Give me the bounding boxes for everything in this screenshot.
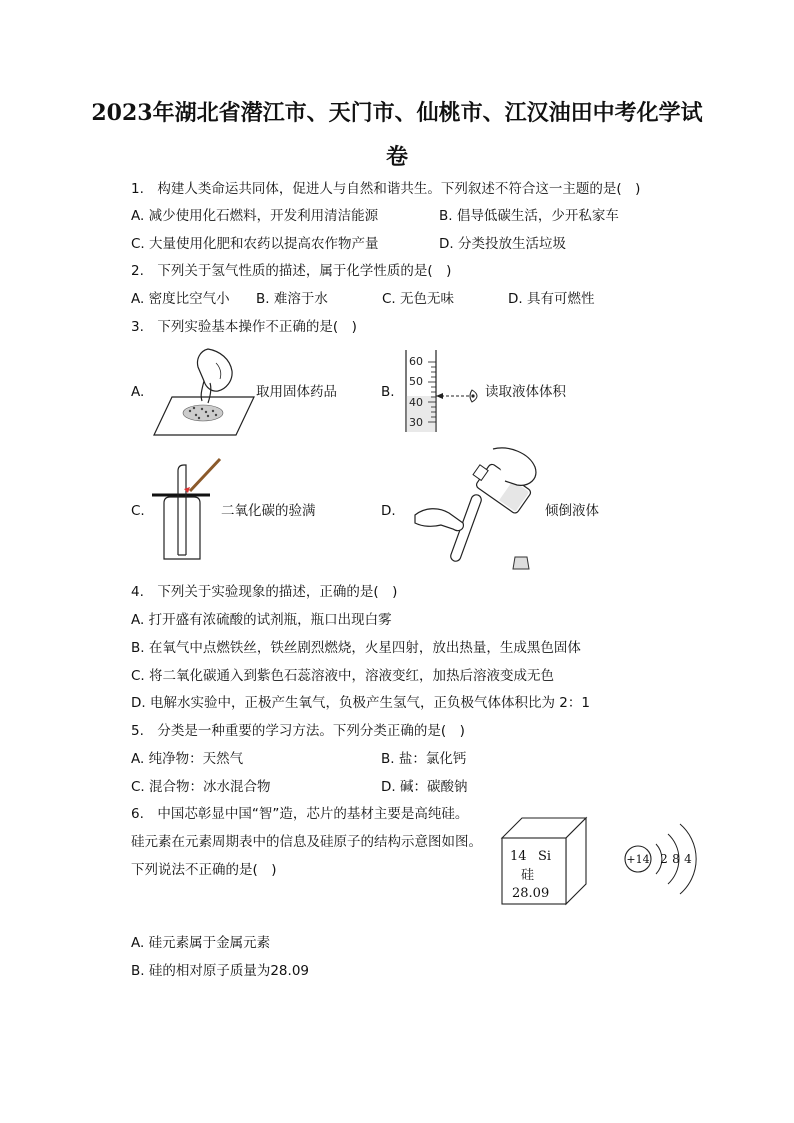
element-name: 硅 <box>521 868 535 883</box>
q4-option-d: D. 电解水实验中，正极产生氧气，负极产生氢气，正负极气体体积比为 2：1 <box>131 695 590 711</box>
q3-option-a-letter: A. <box>131 384 145 400</box>
q5-option-d: D. 碱：碳酸钠 <box>381 779 468 795</box>
element-symbol: Si <box>538 849 552 864</box>
gas-bottle-figure <box>150 455 222 563</box>
q5-option-b: B. 盐：氯化钙 <box>381 751 467 767</box>
q2-option-a: A. 密度比空气小 <box>131 291 230 307</box>
q2-option-d: D. 具有可燃性 <box>508 291 595 307</box>
shell-electron-count: 8 <box>672 852 680 866</box>
element-atomic-mass: 28.09 <box>512 886 550 901</box>
q4-stem: 4. 下列关于实验现象的描述，正确的是( ) <box>131 584 398 600</box>
graduated-cylinder-figure <box>398 348 484 434</box>
q1-stem: 1. 构建人类命运共同体，促进人与自然和谐共生。下列叙述不符合这一主题的是( ) <box>131 181 641 197</box>
q6-option-a: A. 硅元素属于金属元素 <box>131 935 271 951</box>
q6-stem-line1: 6. 中国芯彰显中国“智”造，芯片的基材主要是高纯硅。 <box>131 806 469 822</box>
cylinder-tick-label: 60 <box>409 355 423 368</box>
q3-option-d-letter: D. <box>381 503 396 519</box>
shell-electron-count: 2 <box>660 852 668 866</box>
cylinder-tick-label: 40 <box>409 396 423 409</box>
q3-option-c-letter: C. <box>131 503 145 519</box>
q2-stem: 2. 下列关于氢气性质的描述，属于化学性质的是( ) <box>131 263 452 279</box>
page-title-continued: 卷 <box>385 144 408 170</box>
cylinder-tick-label: 30 <box>409 416 423 429</box>
q6-stem-line2: 硅元素在元素周期表中的信息及硅原子的结构示意图如图。 <box>131 834 482 850</box>
atom-structure-diagram <box>620 812 702 906</box>
q1-option-d: D. 分类投放生活垃圾 <box>439 236 566 252</box>
q3-option-a-label: 取用固体药品 <box>256 384 337 400</box>
element-atomic-number: 14 <box>510 849 527 864</box>
q5-option-c: C. 混合物：冰水混合物 <box>131 779 271 795</box>
periodic-element-cell <box>498 814 590 906</box>
q3-stem: 3. 下列实验基本操作不正确的是( ) <box>131 319 357 335</box>
nucleus-charge: +14 <box>626 853 650 866</box>
q1-option-c: C. 大量使用化肥和农药以提高农作物产量 <box>131 236 379 252</box>
cylinder-tick-label: 50 <box>409 375 423 388</box>
q6-stem-line3: 下列说法不正确的是( ) <box>131 862 277 878</box>
q4-option-b: B. 在氧气中点燃铁丝，铁丝剧烈燃烧，火星四射，放出热量，生成黑色固体 <box>131 640 581 656</box>
page-title: 2023年湖北省潜江市、天门市、仙桃市、江汉油田中考化学试 <box>91 100 703 126</box>
pouring-liquid-figure <box>405 445 545 575</box>
q3-option-d-label: 倾倒液体 <box>545 503 599 519</box>
q5-stem: 5. 分类是一种重要的学习方法。下列分类正确的是( ) <box>131 723 465 739</box>
q4-option-a: A. 打开盛有浓硫酸的试剂瓶，瓶口出现白雾 <box>131 612 392 628</box>
q1-option-b: B. 倡导低碳生活，少开私家车 <box>439 208 619 224</box>
shell-electron-count: 4 <box>684 852 692 866</box>
q2-option-b: B. 难溶于水 <box>256 291 328 307</box>
q3-option-b-letter: B. <box>381 384 395 400</box>
q5-option-a: A. 纯净物：天然气 <box>131 751 244 767</box>
q3-option-b-label: 读取液体体积 <box>485 384 566 400</box>
q3-option-c-label: 二氧化碳的验满 <box>221 503 316 519</box>
q6-option-b: B. 硅的相对原子质量为28.09 <box>131 963 309 979</box>
q4-option-c: C. 将二氧化碳通入到紫色石蕊溶液中，溶液变红，加热后溶液变成无色 <box>131 668 555 684</box>
q1-option-a: A. 减少使用化石燃料，开发利用清洁能源 <box>131 208 379 224</box>
solid-reagent-figure <box>150 345 256 440</box>
q2-option-c: C. 无色无味 <box>382 291 455 307</box>
